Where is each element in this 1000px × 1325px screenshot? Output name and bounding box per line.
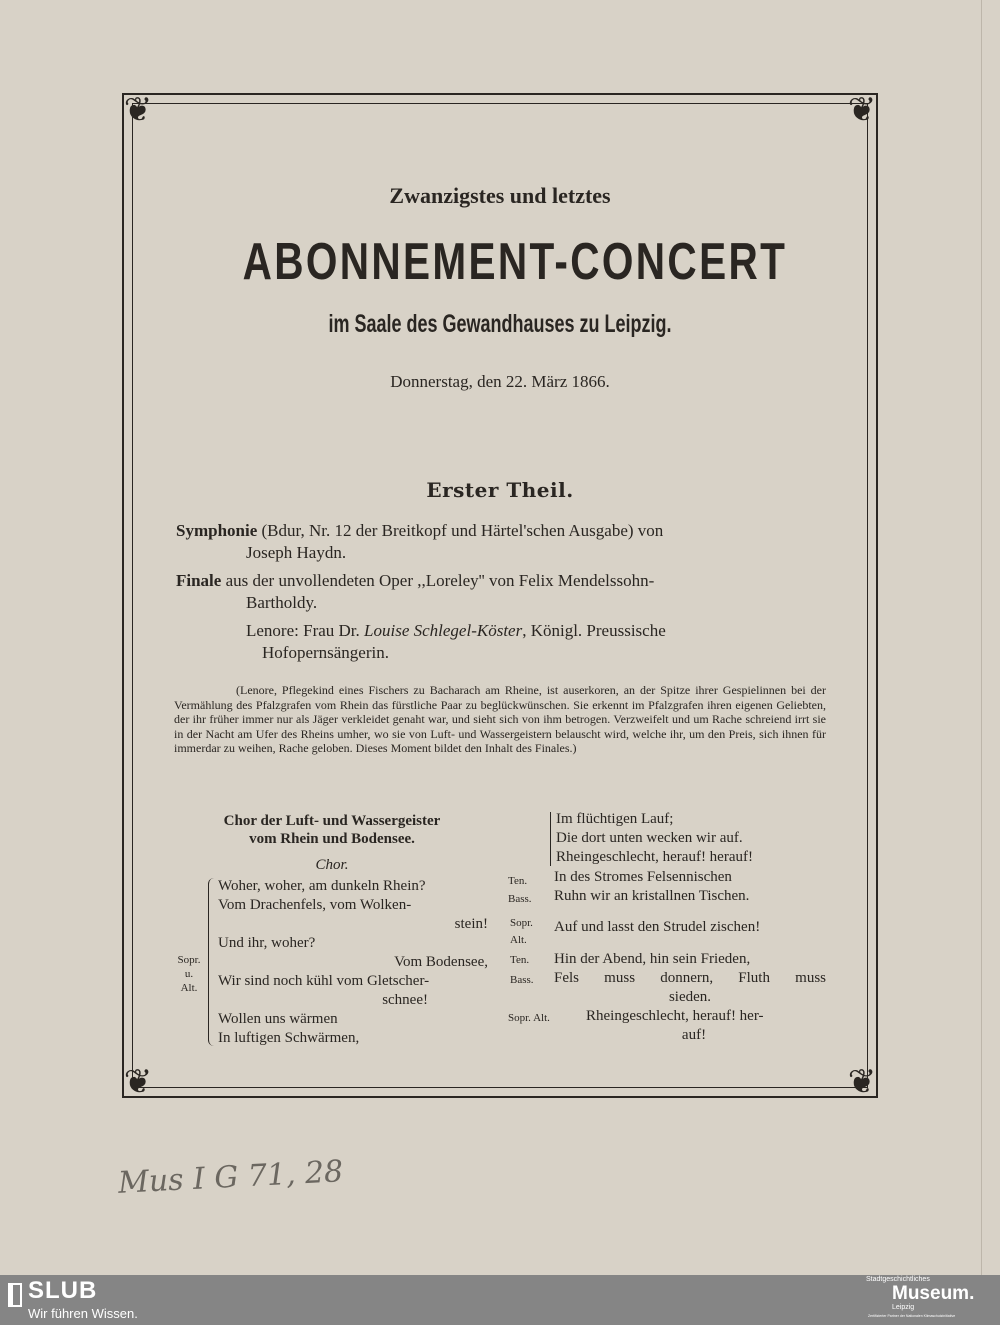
subtitle: Zwanzigstes und letztes xyxy=(389,183,611,208)
voice-label-part: u. xyxy=(184,968,194,980)
voice-label: Sopr. Alt. xyxy=(508,1012,550,1024)
soloist-suffix: , Königl. Preussische xyxy=(522,621,666,640)
soloist-prefix: Lenore: Frau Dr. xyxy=(246,621,365,640)
verse-line: Vom Bodensee, xyxy=(394,954,488,970)
verse-line: Rheingeschlecht, herauf! herauf! xyxy=(556,849,753,865)
voice-label-part: Alt. xyxy=(510,934,527,946)
verse-line: auf! xyxy=(681,1027,707,1043)
main-title: ABONNEMENT-CONCERT xyxy=(242,233,788,291)
date: Donnerstag, den 22. März 1866. xyxy=(390,372,610,391)
corner-ornament-icon: ❦ xyxy=(123,90,153,130)
footer-bar xyxy=(0,1275,1000,1325)
verse-line: Vom Drachenfels, vom Wolken- xyxy=(218,897,412,913)
verse-line: Fels muss donnern, Fluth muss xyxy=(554,970,826,986)
chorus-title-line: vom Rhein und Bodensee. xyxy=(249,831,415,847)
item-label: Finale xyxy=(176,571,222,590)
chorus-title-line: Chor der Luft- und Wassergeister xyxy=(223,813,441,829)
corner-ornament-icon: ❦ xyxy=(847,1062,877,1102)
voice-label-part: Alt. xyxy=(180,982,198,994)
verse-line: Die dort unten wecken wir auf. xyxy=(556,830,743,846)
voice-label-part: Bass. xyxy=(508,893,532,905)
slub-logo-icon xyxy=(8,1283,22,1307)
verse-line: Ruhn wir an kristallnen Tischen. xyxy=(554,888,750,904)
voice-label xyxy=(508,872,532,908)
museum-top: Stadtgeschichtliches xyxy=(866,1276,930,1283)
program-item-symphonie xyxy=(176,520,836,564)
verse-line: Woher, woher, am dunkeln Rhein? xyxy=(218,878,426,894)
museum-city: Leipzig xyxy=(892,1304,915,1311)
brace xyxy=(208,878,216,1046)
verse-line: Und ihr, woher? xyxy=(218,935,316,951)
verse-line: schnee! xyxy=(382,992,428,1008)
voice-label: Ten. xyxy=(510,954,530,966)
venue: im Saale des Gewandhauses zu Leipzig. xyxy=(328,310,672,338)
handwritten-shelfmark: Mus I G 71, 28 xyxy=(117,1154,345,1201)
item-text: (Bdur, Nr. 12 der Breitkopf und Härtel'schen Ausgabe) von xyxy=(257,521,664,540)
slub-tagline: Wir führen Wissen. xyxy=(28,1306,138,1321)
voice-label-part: Sopr. xyxy=(177,954,201,966)
verse-line: sieden. xyxy=(668,989,712,1005)
item-text-cont: Bartholdy. xyxy=(246,593,318,612)
verse-line: In des Stromes Felsennischen xyxy=(554,869,732,885)
chorus-head: Chor. xyxy=(315,857,349,873)
voice-label: Bass. xyxy=(510,974,534,986)
verse-line: Hin der Abend, hin sein Frieden, xyxy=(554,951,751,967)
program-item-finale xyxy=(176,570,836,614)
verse-line: Im flüchtigen Lauf; xyxy=(556,811,674,827)
item-text-cont: Joseph Haydn. xyxy=(246,543,347,562)
corner-ornament-icon: ❦ xyxy=(123,1062,153,1102)
corner-ornament-icon: ❦ xyxy=(847,90,877,130)
verse-line: In luftigen Schwärmen, xyxy=(218,1030,360,1046)
museum-logo[interactable]: Museum. xyxy=(892,1283,975,1304)
verse-line: Auf und lasst den Strudel zischen! xyxy=(554,919,761,935)
museum-note: Zertifizierter Partner der Nationalen Klimaschutzinitiative xyxy=(868,1314,956,1318)
brace xyxy=(550,812,554,866)
item-label: Symphonie xyxy=(176,521,258,540)
voice-label xyxy=(174,953,204,995)
verse-tenor-bass xyxy=(554,868,828,906)
soloist-name: Louise Schlegel-Köster xyxy=(364,621,523,640)
chorus-left-column xyxy=(218,877,488,1048)
chorus-title xyxy=(172,812,492,848)
verse-line: Wir sind noch kühl vom Gletscher- xyxy=(218,973,430,989)
verse-line: Wollen uns wärmen xyxy=(218,1011,338,1027)
soloist xyxy=(176,620,836,664)
soloist-title: Hofopernsängerin. xyxy=(262,643,389,662)
voice-label-part: Ten. xyxy=(508,875,528,887)
verse-line: Rheingeschlecht, herauf! her- xyxy=(586,1008,764,1024)
voice-label xyxy=(510,915,533,949)
verse-line: stein! xyxy=(454,916,488,932)
synopsis-note: (Lenore, Pflegekind eines Fischers zu Bacharach am Rheine, ist auserkoren, an der Spitze ihrer Gespielinnen bei der Vermählung des Pfalzgrafen vom Rhein das fürstliche Paar zu beglückwünschen. Sie erkennt im Pfalzgrafen ihren eigenen Geliebten, der ihr früher immer nur als Jäger verkleidet genaht war, und sieht sich von ihm betrogen. Verzweifelt und um Rache schreiend irrt sie in der Nacht am Ufer des Rheins umher, wo sie von Luft- und Wassergeistern belauscht wird, welche ihr, um den Preis, sich ihnen für immerdar zu weihen, Rache geloben. Dieses Moment bildet den Inhalt des Finales.) xyxy=(174,683,826,756)
slub-logo[interactable]: SLUB xyxy=(28,1277,98,1304)
item-text: aus der unvollendeten Oper ,,Loreley'' von Felix Mendelssohn- xyxy=(221,571,655,590)
voice-label-part: Sopr. xyxy=(510,917,533,929)
chorus-right-column xyxy=(556,810,828,867)
part-heading: Erster Theil. xyxy=(426,478,574,502)
